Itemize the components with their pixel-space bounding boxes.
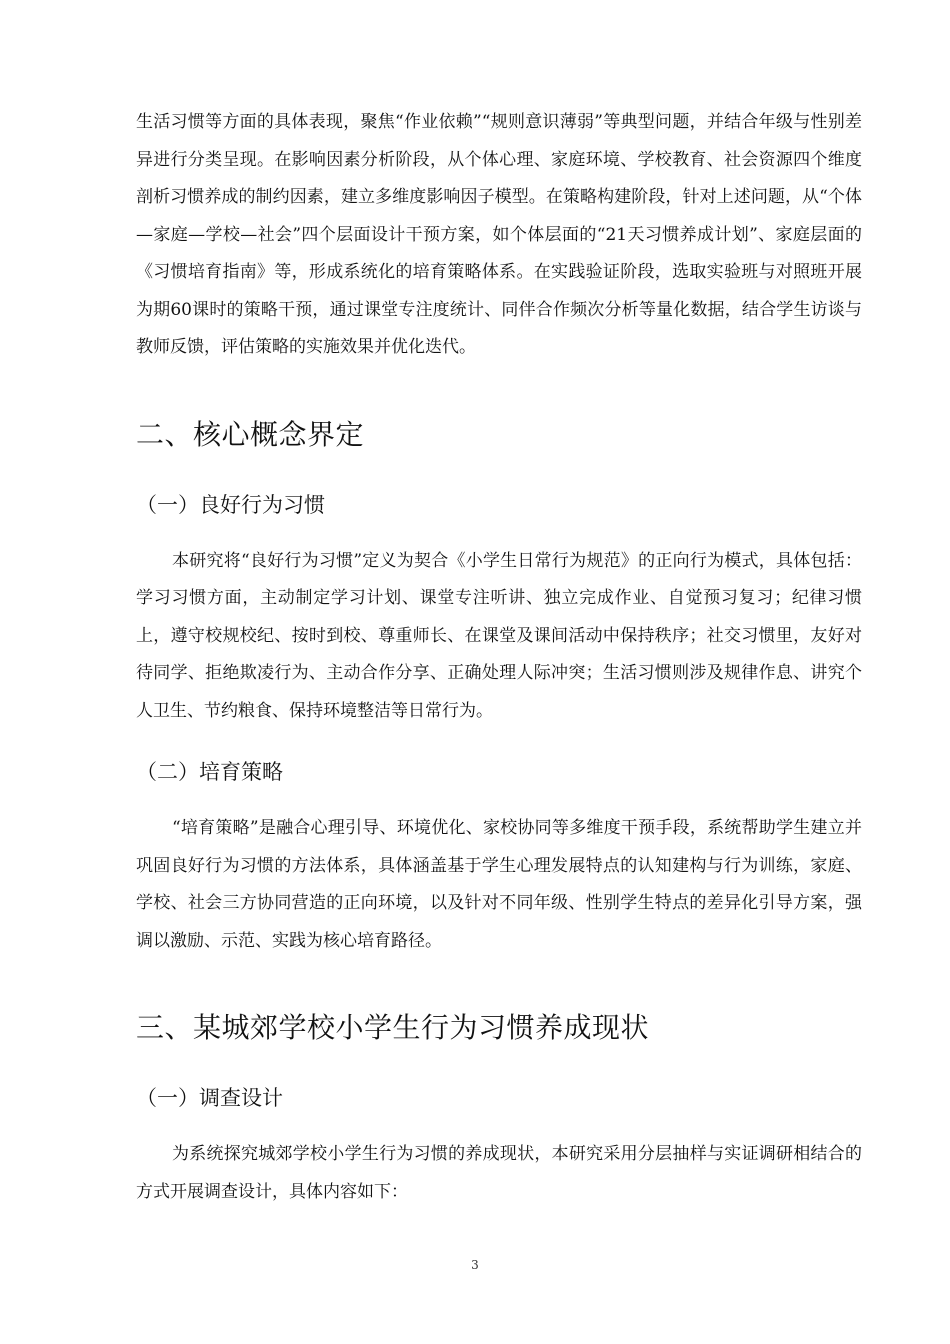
good-habits-paragraph: 本研究将“良好行为习惯”定义为契合《小学生日常行为规范》的正向行为模式，具体包括：学习习惯方面，主动制定学习计划、课堂专注听讲、独立完成作业、自觉预习复习；纪律习惯上，遵守校规校纪、按时到校、尊重师长、在课堂及课间活动中保持秩序；社交习惯里，友好对待同学、拒绝欺凌行为、主动合作分享、正确处理人际冲突；生活习惯则涉及规律作息、讲究个人卫生、节约粮食、保持环境整洁等日常行为。 (136, 550, 862, 721)
section-heading-current-status: 三、某城郊学校小学生行为习惯养成现状 (136, 1011, 650, 1044)
page-content (136, 104, 862, 1211)
intro-paragraph: 生活习惯等方面的具体表现，聚焦“作业依赖”“规则意识薄弱”等典型问题，并结合年级与性别差异进行分类呈现。在影响因素分析阶段，从个体心理、家庭环境、学校教育、社会资源四个维度剖析习惯养成的制约因素，建立多维度影响因子模型。在策略构建阶段，针对上述问题，从“个体—家庭—学校—社会”四个层面设计干预方案，如个体层面的“21天习惯养成计划”、家庭层面的《习惯培育指南》等，形成系统化的培育策略体系。在实践验证阶段，选取实验班与对照班开展为期60课时的策略干预，通过课堂专注度统计、同伴合作频次分析等量化数据，结合学生访谈与教师反馈，评估策略的实施效果并优化迭代。 (136, 112, 862, 357)
subsection-heading-good-habits: （一）良好行为习惯 (136, 492, 325, 517)
page-number: 3 (471, 1258, 479, 1272)
survey-design-paragraph: 为系统探究城郊学校小学生行为习惯的养成现状，本研究采用分层抽样与实证调研相结合的方式开展调查设计，具体内容如下： (136, 1144, 862, 1202)
subsection-heading-survey-design: （一）调查设计 (136, 1086, 283, 1110)
section-heading-core-concepts: 二、核心概念界定 (136, 417, 365, 451)
cultivation-strategy-paragraph: “培育策略”是融合心理引导、环境优化、家校协同等多维度干预手段，系统帮助学生建立并巩固良好行为习惯的方法体系，具体涵盖基于学生心理发展特点的认知建构与行为训练，家庭、学校、社会三方协同营造的正向环境，以及针对不同年级、性别学生特点的差异化引导方案，强调以激励、示范、实践为核心培育路径。 (136, 818, 862, 951)
subsection-heading-cultivation-strategy: （二）培育策略 (136, 760, 283, 784)
